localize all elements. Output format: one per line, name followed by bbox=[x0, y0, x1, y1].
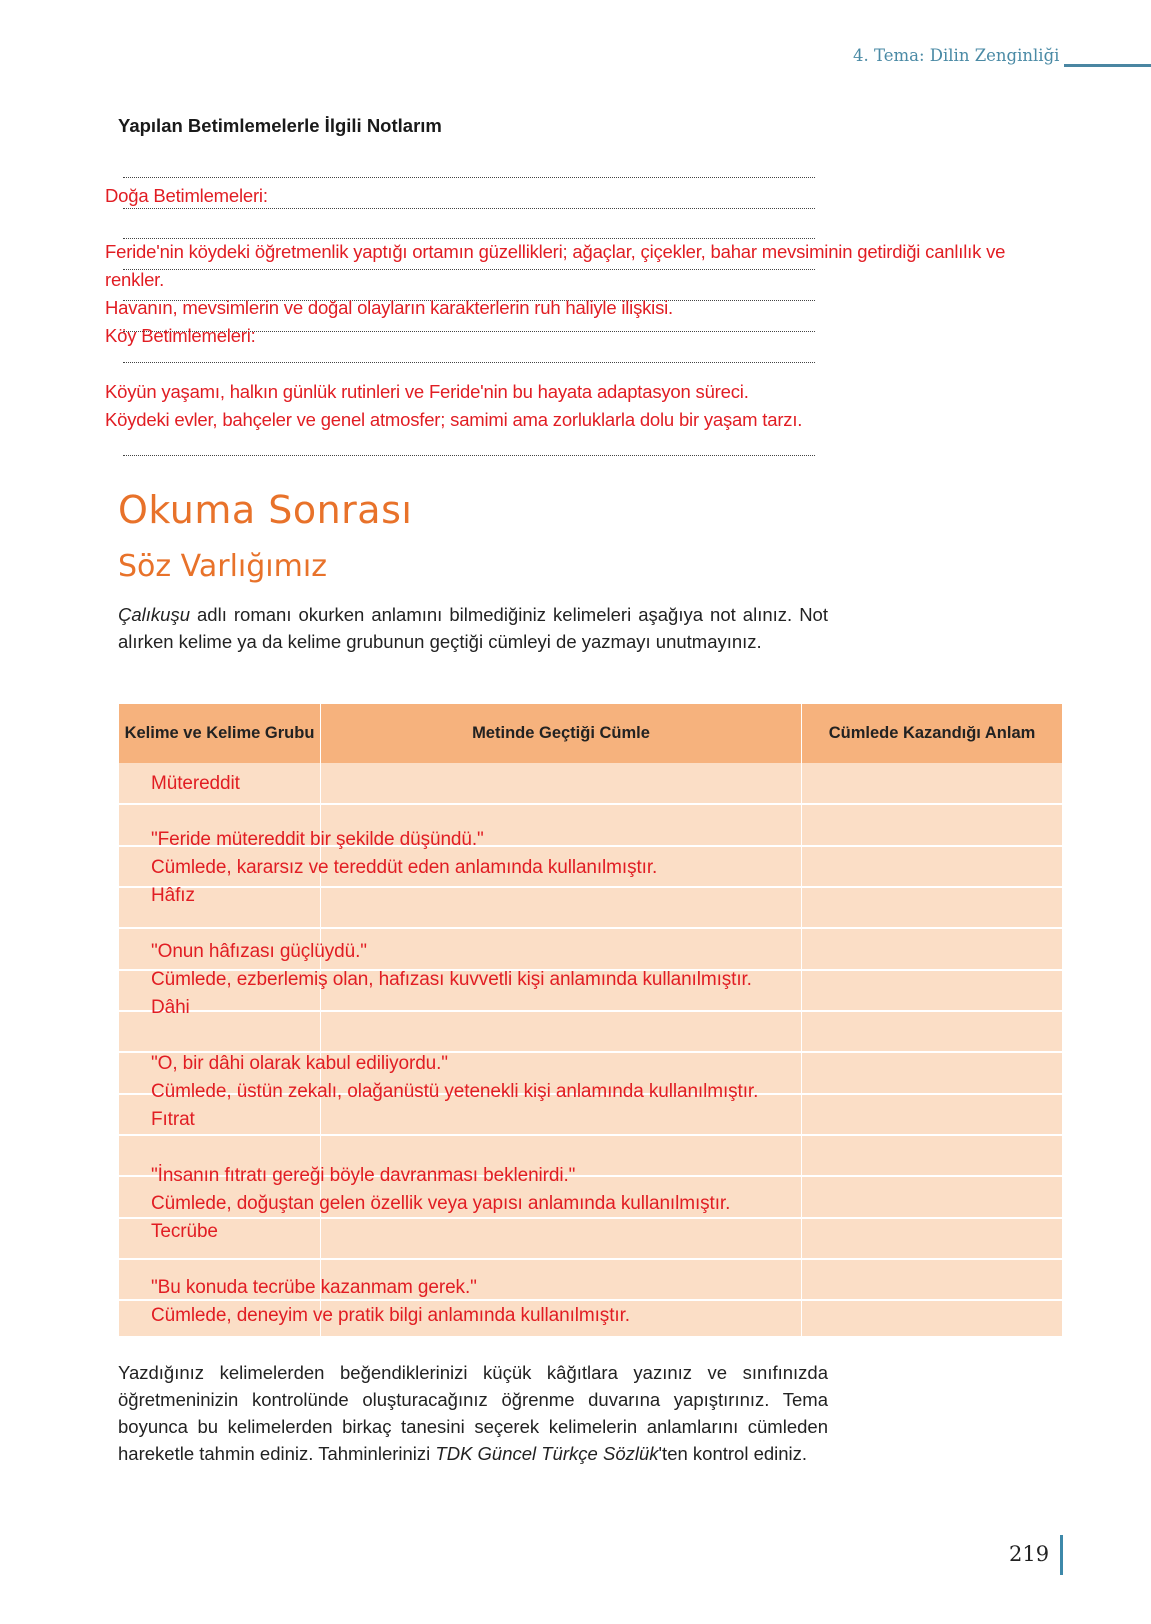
row-divider bbox=[119, 803, 1062, 805]
note-line: renkler. bbox=[105, 269, 165, 290]
closing-paragraph bbox=[118, 1359, 828, 1467]
note-line: Köyün yaşamı, halkın günlük rutinleri ve Feride'nin bu hayata adaptasyon süreci. bbox=[105, 381, 749, 402]
table-header bbox=[119, 704, 1062, 763]
column-header-sentence: Metinde Geçtiği Cümle bbox=[472, 724, 650, 742]
dictionary-title: TDK Güncel Türkçe Sözlük bbox=[435, 1443, 659, 1464]
entry-meaning: Cümlede, üstün zekalı, olağanüstü yetenekli kişi anlamında kullanılmıştır. bbox=[151, 1081, 759, 1102]
entry-word: Mütereddit bbox=[151, 773, 240, 794]
entry-sentence: "O, bir dâhi olarak kabul ediliyordu." bbox=[151, 1053, 448, 1074]
notes-heading: Yapılan Betimlemelerle İlgili Notlarım bbox=[118, 115, 442, 136]
writing-line bbox=[123, 455, 815, 456]
column-divider bbox=[320, 704, 321, 1336]
closing-text-end: 'ten kontrol ediniz. bbox=[658, 1443, 808, 1464]
entry-word: Dâhi bbox=[151, 997, 190, 1018]
intro-text: adlı romanı okurken anlamını bilmediğiniz kelimeleri aşağıya not alınız. Not alırken kelime ya da kelime grubunun geçtiği cümleyi de yazmayı unutmayınız. bbox=[118, 604, 828, 652]
section-subtitle: Söz Varlığımız bbox=[118, 549, 327, 584]
entry-word: Fıtrat bbox=[151, 1109, 195, 1130]
header-rule bbox=[1064, 64, 1151, 67]
entry-meaning: Cümlede, doğuştan gelen özellik veya yapısı anlamında kullanılmıştır. bbox=[151, 1193, 731, 1214]
note-line-nature-heading: Doğa Betimlemeleri: bbox=[105, 185, 268, 206]
closing-text: Yazdığınız kelimelerden beğendiklerinizi küçük kâğıtlara yazınız ve sınıfınızda öğretmeninizin kontrolünde oluşturacağınız öğrenme duvarına yapıştırınız. Tema boyunca bu kelimelerden birkaç tanesini seçerek kelimelerin anlamlarını cümleden hareketle tahmin ediniz. Tahminlerinizi bbox=[118, 1362, 828, 1464]
entry-word: Tecrübe bbox=[151, 1221, 218, 1242]
entry-meaning: Cümlede, deneyim ve pratik bilgi anlamında kullanılmıştır. bbox=[151, 1305, 630, 1326]
writing-line bbox=[123, 208, 815, 209]
page-number: 219 bbox=[1009, 1542, 1050, 1566]
column-divider bbox=[801, 704, 802, 1336]
entry-sentence: "Onun hâfızası güçlüydü." bbox=[151, 941, 367, 962]
novel-title: Çalıkuşu bbox=[118, 604, 190, 625]
entry-word: Hâfız bbox=[151, 885, 195, 906]
section-title: Okuma Sonrası bbox=[118, 488, 413, 532]
writing-line bbox=[123, 238, 815, 239]
column-header-meaning: Cümlede Kazandığı Anlam bbox=[828, 724, 1036, 742]
entry-sentence: "İnsanın fıtratı gereği böyle davranması beklenirdi." bbox=[151, 1165, 576, 1186]
intro-paragraph bbox=[118, 601, 828, 655]
writing-line bbox=[123, 269, 815, 270]
row-divider bbox=[119, 1010, 1062, 1012]
row-divider bbox=[119, 886, 1062, 888]
page-number-rule bbox=[1060, 1535, 1063, 1575]
running-header-title: 4. Tema: Dilin Zenginliği bbox=[853, 46, 1060, 65]
entry-meaning: Cümlede, kararsız ve tereddüt eden anlamında kullanılmıştır. bbox=[151, 857, 658, 878]
column-header-word: Kelime ve Kelime Grubu bbox=[124, 724, 315, 742]
note-line: Havanın, mevsimlerin ve doğal olayların karakterlerin ruh haliyle ilişkisi. bbox=[105, 297, 673, 318]
entry-meaning: Cümlede, ezberlemiş olan, hafızası kuvvetli kişi anlamında kullanılmıştır. bbox=[151, 969, 752, 990]
row-divider bbox=[119, 1217, 1062, 1219]
note-line: Feride'nin köydeki öğretmenlik yaptığı ortamın güzellikleri; ağaçlar, çiçekler, bahar mevsiminin getirdiği canlılık ve bbox=[105, 241, 1006, 262]
vocabulary-table bbox=[119, 704, 1062, 1336]
writing-line bbox=[123, 177, 815, 178]
row-divider bbox=[119, 1134, 1062, 1136]
note-line: Köydeki evler, bahçeler ve genel atmosfer; samimi ama zorluklarla dolu bir yaşam tarzı. bbox=[105, 409, 803, 430]
row-divider bbox=[119, 1299, 1062, 1301]
entry-sentence: "Bu konuda tecrübe kazanmam gerek." bbox=[151, 1277, 477, 1298]
note-line-village-heading: Köy Betimlemeleri: bbox=[105, 325, 256, 346]
row-divider bbox=[119, 927, 1062, 929]
row-divider bbox=[119, 1258, 1062, 1260]
writing-line bbox=[123, 362, 815, 363]
entry-sentence: "Feride mütereddit bir şekilde düşündü." bbox=[151, 829, 484, 850]
